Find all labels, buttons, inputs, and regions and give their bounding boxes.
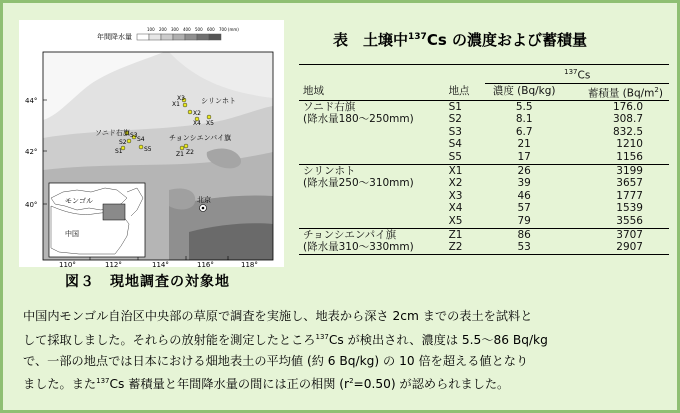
col-dep-sup: 2	[654, 85, 659, 94]
table-row	[299, 138, 669, 151]
lat-label: 42°	[25, 148, 38, 156]
concentration: 57	[517, 202, 531, 215]
col-dep-post: )	[658, 87, 663, 99]
table-row	[299, 190, 669, 203]
table-row	[299, 113, 669, 126]
site-label-z1: Z1	[176, 151, 184, 158]
site-label-s1: S1	[115, 148, 123, 155]
site-id: Z2	[445, 241, 486, 254]
concentration: 86	[485, 228, 562, 241]
lat-label: 44°	[25, 97, 38, 105]
site-marker-x2	[188, 110, 192, 114]
body-line: で、一部の地点では日本における畑地表土の平均値 (約 6 Bq/kg) の 10 倍を超える値となり	[23, 353, 529, 368]
concentration: 53	[485, 241, 562, 254]
table-title-sup: 137	[408, 32, 427, 42]
place-sonid-youqi: ソニド右旗	[95, 129, 130, 137]
legend-tick: 300	[171, 27, 179, 32]
site-label-x3: X3	[177, 95, 185, 102]
region-rain: (降水量250～310mm)	[303, 177, 414, 190]
site-label-s2: S2	[119, 139, 127, 146]
concentration: 8.1	[515, 113, 533, 126]
deposition: 176.0	[612, 100, 643, 113]
beijing-marker-dot	[202, 207, 205, 210]
deposition: 2907	[563, 241, 669, 254]
map-svg	[19, 20, 284, 267]
lon-label: 118°	[241, 261, 258, 267]
lon-label: 110°	[59, 261, 76, 267]
concentration: 5.5	[515, 100, 533, 113]
site-id: S1	[448, 100, 462, 113]
lon-label: 116°	[197, 261, 214, 267]
deposition: 832.5	[612, 125, 643, 138]
concentration: 46	[517, 189, 531, 202]
deposition: 1539	[616, 202, 643, 215]
site-id: X2	[448, 177, 463, 190]
region-rain: (降水量180～250mm)	[303, 113, 414, 126]
table-header-row-2	[299, 83, 669, 100]
lon-label: 112°	[105, 261, 122, 267]
col-dep-pre: 蓄積量 (Bq/m	[587, 87, 655, 99]
deposition: 1156	[616, 150, 643, 163]
body-line2-post: Cs が検出され、濃度は 5.5～86 Bq/kg	[328, 332, 548, 347]
deposition: 3657	[616, 177, 643, 190]
site-marker-s5	[139, 145, 143, 149]
table-row	[299, 151, 669, 164]
concentration: 17	[517, 150, 531, 163]
lon-labels	[59, 261, 258, 267]
deposition: 3707	[563, 228, 669, 241]
concentration: 6.7	[515, 125, 533, 138]
inset-map	[49, 183, 145, 257]
body-line4-sup: 137	[96, 377, 110, 386]
body-line4-sup2: 2	[349, 377, 354, 386]
legend-tick: 500	[195, 27, 203, 32]
concentration: 79	[517, 214, 531, 227]
table-row	[299, 215, 669, 228]
concentration: 21	[517, 138, 531, 151]
site-marker-z1	[180, 146, 184, 150]
cs-table	[299, 64, 669, 255]
site-marker-x1	[183, 103, 187, 107]
site-id: S4	[448, 138, 462, 151]
legend-tick: 200	[159, 27, 167, 32]
site-id: X3	[448, 189, 463, 202]
site-marker-x5	[207, 115, 211, 119]
deposition: 1210	[616, 138, 643, 151]
deposition: 3556	[616, 214, 643, 227]
site-id: Z1	[445, 228, 486, 241]
table-title-pre: 表 土壌中	[333, 31, 409, 49]
site-label-s5: S5	[144, 146, 152, 153]
region-rain: (降水量310～330mm)	[299, 241, 445, 254]
site-label-x5: X5	[206, 120, 214, 127]
site-label-x2: X2	[193, 110, 201, 117]
cs-group-header	[485, 65, 669, 84]
site-marker-s2	[127, 139, 131, 143]
body-line2-pre: して採取しました。それらの放射能を測定したところ	[23, 332, 316, 347]
col-dep	[563, 83, 669, 100]
site-label-x4: X4	[193, 120, 201, 127]
lat-labels	[25, 97, 37, 209]
figure-caption: 図３ 現地調査の対象地	[65, 274, 230, 290]
site-id: X5	[448, 214, 463, 227]
inset-label-china: 中国	[65, 230, 79, 238]
col-region: 地域	[299, 83, 445, 100]
site-label-x1: X1	[172, 101, 180, 108]
body-line: 中国内モンゴル自治区中央部の草原で調査を実施し、地表から深さ 2cm までの表土を試料と	[23, 309, 533, 323]
deposition: 308.7	[612, 113, 643, 126]
place-xilinhot: シリンホト	[201, 97, 236, 105]
lat-label: 40°	[25, 201, 38, 209]
legend-ticks	[147, 27, 239, 32]
table-row	[299, 202, 669, 215]
lon-label: 114°	[152, 261, 169, 267]
concentration: 26	[485, 164, 562, 177]
cs-header: Cs	[577, 69, 591, 82]
site-id: S3	[448, 125, 462, 138]
site-label-z2: Z2	[186, 149, 194, 156]
table-row	[299, 164, 669, 177]
table-row	[299, 177, 669, 190]
table-row	[299, 241, 669, 254]
site-id: X1	[445, 164, 486, 177]
site-id: X4	[448, 202, 463, 215]
table-row	[299, 228, 669, 241]
table-header-row-1	[299, 65, 669, 84]
body-line	[23, 327, 667, 351]
region-name: チョンシエンパイ旗	[299, 228, 445, 241]
place-beijing: 北京	[197, 196, 211, 204]
legend-label: 年間降水量	[97, 33, 132, 41]
body-text	[23, 306, 667, 395]
body-line	[23, 371, 667, 395]
site-label-s4: S4	[137, 136, 145, 143]
body-line2-sup: 137	[315, 332, 329, 341]
cs-header-sup: 137	[564, 68, 578, 76]
site-label-s3: S3	[130, 132, 138, 139]
body-line4-pre: ました。また	[23, 377, 97, 392]
table-row	[299, 126, 669, 139]
deposition: 3199	[563, 164, 669, 177]
region-name: シリンホト	[299, 164, 445, 177]
body-line4-mid: Cs 蓄積量と年間降水量の間には正の相関 (r	[109, 377, 350, 392]
study-site-map	[19, 20, 284, 267]
legend-tick: 100	[147, 27, 155, 32]
legend-bar	[137, 34, 221, 40]
body-line4-post: =0.50) が認められました。	[353, 377, 510, 392]
site-marker-z2	[184, 144, 188, 148]
col-conc: 濃度 (Bq/kg)	[485, 83, 562, 100]
site-id: S2	[448, 113, 462, 126]
concentration: 39	[517, 177, 531, 190]
inset-label-mongolia: モンゴル	[65, 197, 93, 205]
deposition: 1777	[616, 189, 643, 202]
table-row	[299, 100, 669, 113]
site-id: S5	[448, 150, 462, 163]
col-site: 地点	[445, 83, 486, 100]
legend-tick: 700 (mm)	[219, 27, 239, 32]
table-title	[333, 29, 587, 50]
table-title-post: Cs の濃度および蓄積量	[426, 31, 587, 49]
region-name: ソニド右旗	[303, 100, 356, 113]
place-zhengxiangbai: チョンシエンパイ旗	[169, 134, 232, 142]
legend-tick: 600	[207, 27, 215, 32]
legend-tick: 400	[183, 27, 191, 32]
